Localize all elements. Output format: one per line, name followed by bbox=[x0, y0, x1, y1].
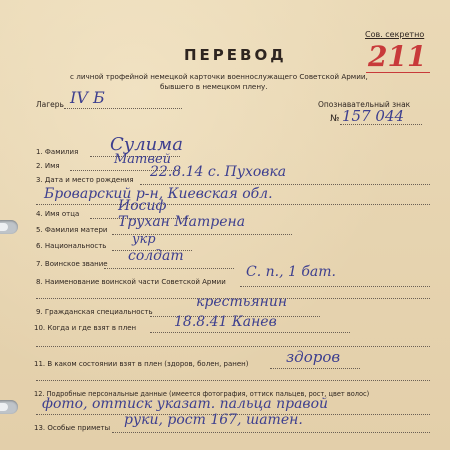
secret-number: 211 bbox=[368, 40, 427, 73]
camp-label: Лагерь bbox=[36, 100, 64, 109]
field-label-captured: 10. Когда и где взят в плен bbox=[34, 324, 137, 332]
id-mark-label: Опознавательный знак bbox=[318, 100, 411, 109]
field-label-nationality: 6. Национальность bbox=[36, 242, 107, 250]
field-label-condition: 11. В каком состоянии взят в плен (здоров, болен, ранен) bbox=[34, 360, 249, 368]
field-label-mother: 5. Фамилия матери bbox=[36, 226, 108, 234]
field-underline bbox=[270, 368, 360, 369]
field-label-name: 2. Имя bbox=[36, 162, 60, 170]
id-mark-value: 157 044 bbox=[342, 107, 405, 125]
field-value-birth-place: Броварский р-н, Киевская обл. bbox=[44, 186, 273, 202]
field-value-condition: здоров bbox=[286, 348, 341, 366]
field-label-birth: 3. Дата и место рождения bbox=[36, 176, 134, 184]
field-value-details: фото, оттиск указат. пальца правой bbox=[42, 396, 329, 412]
camp-value: IV Б bbox=[70, 88, 105, 107]
binder-hole bbox=[0, 220, 18, 234]
id-mark-prefix: № bbox=[330, 114, 340, 124]
page-subtitle-line1: с личной трофейной немецкой карточки военнослужащего Советской Армии, bbox=[70, 72, 368, 81]
field-value-nationality: укр bbox=[132, 232, 156, 247]
page-subtitle-line2: бывшего в немецком плену. bbox=[160, 82, 268, 91]
field-value-unit: С. п., 1 бат. bbox=[246, 264, 336, 280]
field-label-unit: 8. Наименование воинской части Советской Армии bbox=[36, 278, 226, 286]
field-underline bbox=[150, 332, 350, 333]
field-underline bbox=[240, 286, 430, 287]
binder-hole bbox=[0, 400, 18, 414]
camp-underline bbox=[64, 108, 182, 109]
field-underline bbox=[112, 432, 430, 433]
page-title: ПЕРЕВОД bbox=[184, 46, 287, 64]
field-value-mother: Трухан Матрена bbox=[118, 214, 246, 230]
field-underline bbox=[140, 184, 430, 185]
field-value-surname: Сулима bbox=[110, 134, 183, 155]
field-value-birth: 22.8.14 с. Пуховка bbox=[150, 164, 287, 180]
field-underline bbox=[104, 268, 234, 269]
secret-number-underline bbox=[366, 72, 430, 73]
field-value-captured: 18.8.41 Канев bbox=[174, 314, 277, 330]
field-label-profession: 9. Гражданская специальность bbox=[36, 308, 153, 316]
field-underline bbox=[36, 346, 430, 347]
field-label-surname: 1. Фамилия bbox=[36, 148, 79, 156]
field-value-father: Иосиф bbox=[118, 198, 167, 214]
field-value-profession: крестьянин bbox=[196, 294, 288, 310]
field-value-features: руки, рост 167, шатен. bbox=[124, 412, 303, 428]
field-value-name: Матвей bbox=[114, 152, 172, 167]
field-underline bbox=[36, 380, 430, 381]
field-label-features: 13. Особые приметы bbox=[34, 424, 111, 432]
field-label-father: 4. Имя отца bbox=[36, 210, 80, 218]
field-label-details: 12. Подробные персональные данные (имеется фотография, оттиск пальцев, рост, цвет волос) bbox=[34, 390, 370, 398]
field-value-rank: солдат bbox=[128, 248, 184, 264]
field-label-rank: 7. Воинское звание bbox=[36, 260, 108, 268]
secret-label: Сов. секретно bbox=[365, 30, 425, 39]
field-underline bbox=[36, 204, 430, 205]
id-mark-underline bbox=[340, 124, 422, 125]
